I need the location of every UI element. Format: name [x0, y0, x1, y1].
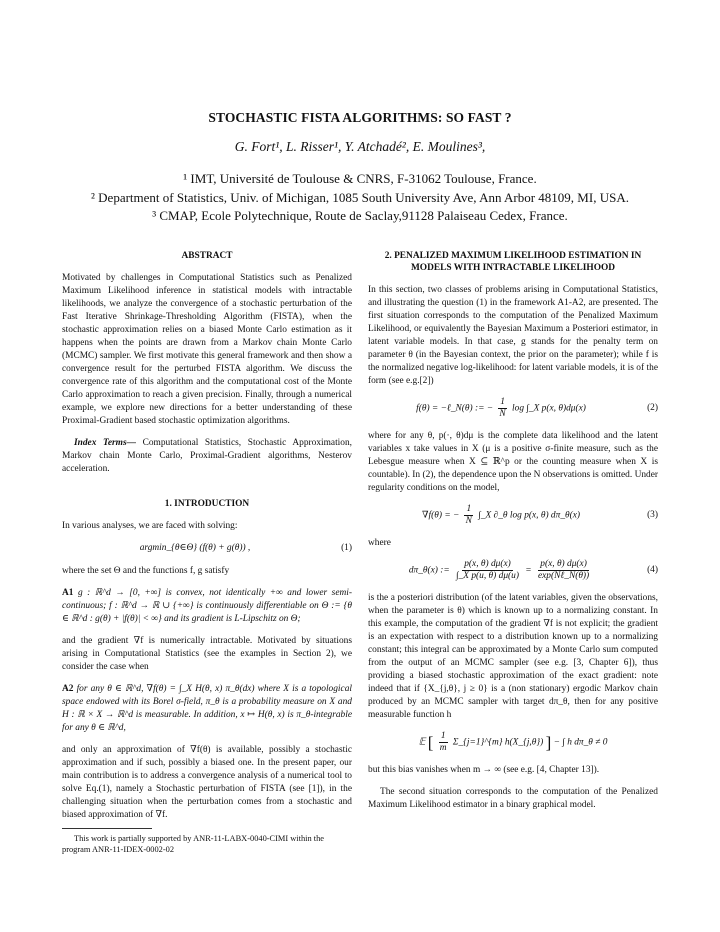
- equation-2-fraction: [497, 397, 507, 420]
- section-2-paragraph-4: is the a posteriori distribution (of the latent variables, given the observations, when the parameter is θ) which is known up to a normalizing constant. In this example, the computation of the gradient ∇f is not explicit; the gradient is an expectation with respect to a distribution known up to a normalizing constant; this integral can be approximated by a Monte Carlo sum computed from the output of an MCMC sampler (see e.g. [3, Chapter 6]), thus providing a biased stochastic approximation of the exact gradient: note indeed that if {X_{j,θ}, j ≥ 0} is a (non stationary) ergodic Markov chain produced by an MCMC sampler with target dπ_θ, then for any positive measurable function h: [368, 593, 658, 720]
- equation-4-lhs: dπ_θ(x) :=: [408, 565, 450, 576]
- equation-4-fraction-1: [454, 559, 521, 582]
- assumption-a1-text: g : ℝ^d → [0, +∞] is convex, not identically +∞ and lower semi-continuous; f : ℝ^d → ℝ ∪ {+∞} is continuously differentiable on Θ := {θ ∈ ℝ^d : g(θ) + |f(θ)| < ∞} and its gradient is L-Lipschitz on Θ;: [62, 588, 352, 624]
- equation-3-lhs: ∇f(θ) = −: [421, 510, 460, 521]
- equation-4-body: [368, 559, 634, 582]
- fraction-denominator: N: [499, 409, 506, 419]
- section-2-paragraph-2: where for any θ, p(·, θ)dμ is the complete data likelihood and the latent variables x take values in X (μ is a positive σ-finite measure, such as the Lebesgue measure when X ⊆ ℝ^p or the counting measure when X is countable). In (2), the dependence upon the N observations is omitted. Under regularity conditions on the model,: [368, 431, 658, 493]
- abstract-heading: ABSTRACT: [181, 251, 233, 261]
- equation-2-number: (2): [647, 403, 658, 413]
- equation-3-number: (3): [647, 510, 658, 520]
- section-2-paragraph-3: where: [368, 538, 391, 548]
- abstract-text: Motivated by challenges in Computational Statistics such as Penalized Maximum Likelihood inference in statistical models with intractable likelihoods, we analyze the convergence of a stochastic perturbation of the Fast Iterative Shrinkage-Thresholding Algorithm (FISTA), when the stochastic approximation relies on a biased Monte Carlo estimation as it happens when the points are drawn from a Markov chain Monte Carlo (MCMC) sampler. We first motivate this general framework and then show a convergence result for the perturbed FISTA algorithm. We discuss the convergence rate of this algorithm and the computational cost of the Monte Carlo approximation to reach a given precision. Finally, through a numerical example, we explore new directions for a better understanding of these Proximal-Gradient based stochastic optimization algorithms.: [62, 273, 352, 426]
- footnote-text: This work is partially supported by ANR-11-LABX-0040-CIMI within the program ANR-11-IDEX-0002-02: [62, 834, 324, 854]
- equation-1-number: (1): [341, 543, 352, 553]
- right-column: [368, 250, 658, 821]
- fraction-denominator: ∫_X p(u, θ) dμ(u): [456, 571, 519, 581]
- intro-paragraph-1: In various analyses, we are faced with solving:: [62, 521, 238, 531]
- assumption-a1: [62, 587, 352, 626]
- fraction-numerator: 1: [440, 731, 446, 741]
- fraction-denominator: exp(Nℓ_N(θ)): [537, 571, 590, 581]
- fraction-numerator: p(x, θ) dμ(x): [464, 559, 511, 569]
- equation-3: [368, 504, 658, 527]
- equals-sign: =: [525, 565, 532, 576]
- assumption-a2-text: for any θ ∈ ℝ^d, ∇f(θ) = ∫_X H(θ, x) π_θ(dx) where X is a topological space endowed with its Borel σ-field, π_θ is a probability measure on X and H : ℝ × X → ℝ^d is measurable. In addition, x ↦ H(θ, x) is π_θ-integrable for any θ ∈ ℝ^d,: [62, 684, 352, 733]
- fraction-numerator: 1: [500, 397, 505, 407]
- equation-4: [368, 559, 658, 582]
- equation-5: [368, 731, 658, 754]
- section-2-paragraph-5: but this bias vanishes when m → ∞ (see e.g. [4, Chapter 13]).: [368, 765, 600, 775]
- paper-title: STOCHASTIC FISTA ALGORITHMS: SO FAST ?: [208, 110, 512, 125]
- intro-paragraph-3: and the gradient ∇f is numerically intractable. Motivated by situations arising in Computational Statistics (see the examples in Section 2), we consider the case when: [62, 636, 352, 672]
- affiliation-2: ² Department of Statistics, Univ. of Michigan, 1085 South University Ave, Ann Arbor 48109, MI, USA.: [91, 189, 629, 205]
- right-bracket: ]: [545, 733, 552, 752]
- fraction-denominator: m: [439, 743, 447, 753]
- section-2-paragraph-1: In this section, two classes of problems arising in Computational Statistics, and illustrating the question (1) in the framework A1-A2, are presented. The first situation corresponds to the computation of the Penalized Maximum Likelihood, or equivalently the Bayesian Maximum a Posteriori estimator, in latent variable models. In that case, g stands for the penalty term on parameter θ (in the Bayesian context, the prior on the parameter); while f is the normalized negative log-likelihood: for latent variable models, it is of the form (see e.g.[2]): [368, 285, 658, 386]
- equation-2-body: [368, 397, 634, 420]
- equation-2: [368, 397, 658, 420]
- equation-3-rhs: ∫_X ∂_θ log p(x, θ) dπ_θ(x): [478, 510, 581, 521]
- fraction-denominator: N: [465, 516, 472, 526]
- assumption-a2: [62, 683, 352, 735]
- equation-1-body: argmin_{θ∈Θ} (f(θ) + g(θ)) ,: [139, 543, 251, 553]
- affiliation-1: ¹ IMT, Université de Toulouse & CNRS, F-31062 Toulouse, France.: [183, 171, 537, 186]
- equation-5-inner: Σ_{j=1}^{m} h(X_{j,θ}): [452, 737, 544, 748]
- equation-3-body: [368, 504, 634, 527]
- intro-paragraph-2: where the set Θ and the functions f, g satisfy: [62, 566, 230, 576]
- left-bracket: [: [427, 733, 434, 752]
- equation-2-rhs: log ∫_X p(x, θ)dμ(x): [512, 403, 586, 414]
- equation-4-number: (4): [647, 565, 658, 575]
- index-terms-text: Computational Statistics, Stochastic Approximation, Markov chain Monte Carlo, Proximal-Gradient algorithms, Nesterov acceleration.: [62, 438, 352, 474]
- index-terms-label: Index Terms—: [74, 438, 136, 448]
- section-2-paragraph-6: The second situation corresponds to the computation of the Penalized Maximum Likelihood estimator in a binary graphical model.: [368, 787, 658, 810]
- fraction-numerator: p(x, θ) dμ(x): [540, 559, 587, 569]
- equation-4-fraction-2: [536, 559, 591, 582]
- footnote-rule: [62, 828, 152, 829]
- left-column: [62, 250, 352, 831]
- assumption-a1-label: A1: [62, 588, 74, 598]
- footnote: [62, 828, 352, 855]
- affiliations: [0, 170, 720, 226]
- equation-5-body: [368, 731, 658, 754]
- equation-2-lhs: f(θ) = −ℓ_N(θ) := −: [416, 403, 494, 414]
- equation-5-lhs: 𝔼: [418, 737, 426, 748]
- equation-5-fraction: [438, 731, 449, 754]
- section-2-heading: 2. PENALIZED MAXIMUM LIKELIHOOD ESTIMATION IN MODELS WITH INTRACTABLE LIKELIHOOD: [384, 251, 642, 273]
- intro-heading: 1. INTRODUCTION: [164, 499, 250, 509]
- assumption-a2-label: A2: [62, 684, 74, 694]
- affiliation-3: ³ CMAP, Ecole Polytechnique, Route de Saclay,91128 Palaiseau Cedex, France.: [152, 208, 568, 223]
- paper-authors: G. Fort¹, L. Risser¹, Y. Atchadé², E. Moulines³,: [234, 139, 486, 154]
- equation-3-fraction: [464, 504, 474, 527]
- index-terms: [62, 437, 352, 476]
- equation-5-rhs: − ∫ h dπ_θ ≠ 0: [553, 737, 608, 748]
- fraction-numerator: 1: [466, 504, 472, 514]
- equation-1: [62, 542, 352, 555]
- intro-paragraph-4: and only an approximation of ∇f(θ) is available, possibly a stochastic approximation and if such, possibly a biased one. In the present paper, our main contribution is to address a convergence analysis of a numerical tool to solve Eq.(1), namely a Stochastic perturbation of FISTA (see [1]), in the challenging situation when the perturbation comes from a stochastic and biased approximation of ∇f.: [62, 745, 352, 820]
